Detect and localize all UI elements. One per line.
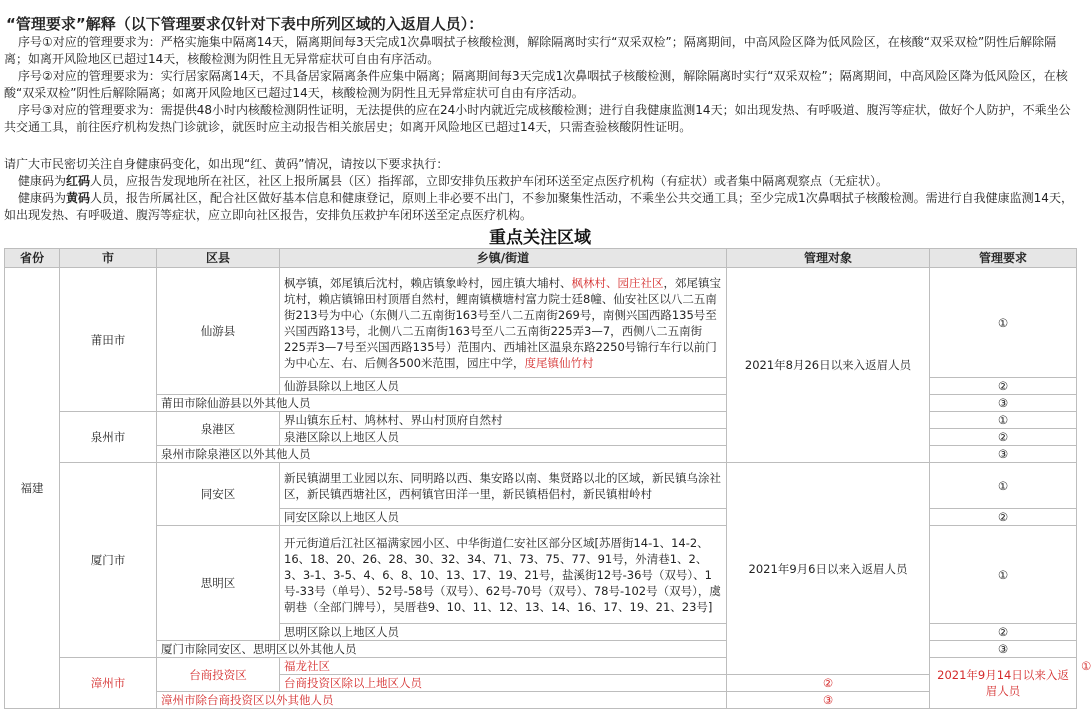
yellow-code-post: 人员，报告所属社区，配合社区做好基本信息和健康登记，原则上非必要不出门，不参加聚集性活动，不乘坐公共交通工具；至少完成1次鼻咽拭子核酸检测。需进行自我健康监测14天，如出现发热、有呼吸道、腹泻等症状，应立即向社区报告，安排负压救护车闭环送至定点医疗机构。 <box>4 191 1073 222</box>
key-area-table <box>4 248 1091 709</box>
health-code-notes <box>4 156 1076 224</box>
table-header-row <box>5 249 1077 268</box>
county-cell: 泉港区 <box>157 412 280 446</box>
note-requirement-3: 序号③对应的管理要求为：需提供48小时内核酸检测阴性证明，无法提供的应在24小时内就近完成核酸检测；进行自我健康监测14天；如出现发热、有呼吸道、腹泻等症状，做好个人防护，不乘坐公共交通工具，前往医疗机构发热门诊就诊，就医时应主动报告相关旅居史；如离开风险地区已超过14天，只需查验核酸阴性证明。 <box>4 103 1071 134</box>
town-cell <box>280 268 727 378</box>
town-text-highlight: 枫林村、园庄社区 <box>571 275 664 290</box>
city-cell: 厦门市 <box>60 463 157 658</box>
requirement-cell: ① <box>930 463 1077 509</box>
table-title: 重点关注区域 <box>489 228 591 248</box>
yellow-code-word: 黄码 <box>66 191 91 205</box>
target-cell: 2021年8月26日以来入返眉人员 <box>727 268 930 463</box>
county-cell: 台商投资区 <box>157 658 280 692</box>
header-city: 市 <box>60 249 157 268</box>
table-row <box>5 463 1077 509</box>
header-target: 管理对象 <box>727 249 930 268</box>
requirement-cell: ② <box>930 624 1077 641</box>
town-cell: 同安区除以上地区人员 <box>280 509 727 526</box>
requirement-cell: ① <box>930 526 1077 624</box>
town-cell: 新民镇湖里工业园以东、同明路以西、集安路以南、集贤路以北的区域，新民镇乌涂社区，新民镇西塘社区，西柯镇官田洋一里，新民镇梧侣村，新民镇柑岭村 <box>280 463 727 509</box>
town-cell: 莆田市除仙游县以外其他人员 <box>157 395 727 412</box>
town-text-highlight: 度尾镇仙竹村 <box>524 355 594 370</box>
red-code-note <box>4 173 1076 190</box>
town-cell: 仙游县除以上地区人员 <box>280 378 727 395</box>
town-cell: 泉州市除泉港区以外其他人员 <box>157 446 727 463</box>
header-requirement: 管理要求 <box>930 249 1077 268</box>
requirement-cell: ② <box>930 378 1077 395</box>
town-cell: 福龙社区 <box>280 658 727 675</box>
city-cell: 泉州市 <box>60 412 157 463</box>
town-cell: 思明区除以上地区人员 <box>280 624 727 641</box>
requirement-cell: ③ <box>930 446 1077 463</box>
town-cell: 泉港区除以上地区人员 <box>280 429 727 446</box>
town-cell: 界山镇东丘村、鸠林村、界山村顶府自然村 <box>280 412 727 429</box>
table-row: 漳州市 台商投资区 福龙社区 2021年9月14日以来入返眉人员 ① <box>5 658 1077 675</box>
red-code-post: 人员，应报告发现地所在社区，社区上报所属县（区）指挥部，立即安排负压救护车闭环送至定点医疗机构（有症状）或者集中隔离观察点（无症状）。 <box>90 174 889 188</box>
management-notes <box>4 14 1076 136</box>
county-cell: 同安区 <box>157 463 280 526</box>
province-cell: 福建 <box>5 268 60 709</box>
target-cell: 2021年9月14日以来入返眉人员 <box>930 658 1077 709</box>
table-row <box>5 692 1077 709</box>
note-requirement-2: 序号②对应的管理要求为：实行居家隔离14天，不具备居家隔离条件应集中隔离；隔离期间每3天完成1次鼻咽拭子核酸检测，解除隔离时实行“双采双检”；隔离期间，中高风险区降为低风险区，在核酸“双采双检”阴性后解除隔离；如离开风险地区已超过14天，核酸检测为阴性且无异常症状可自由有序活动。 <box>4 69 1068 100</box>
county-cell: 思明区 <box>157 526 280 641</box>
health-code-intro: 请广大市民密切关注自身健康码变化，如出现“红、黄码”情况，请按以下要求执行： <box>4 157 449 171</box>
target-cell: 2021年9月6日以来入返眉人员 <box>727 463 930 675</box>
yellow-code-note <box>4 190 1076 224</box>
requirement-cell: ③ <box>930 395 1077 412</box>
town-cell: 厦门市除同安区、思明区以外其他人员 <box>157 641 727 658</box>
notes-heading: “管理要求”解释（以下管理要求仅针对下表中所列区域的入返眉人员）： <box>6 15 484 33</box>
town-text: ，郊尾镇宝坑村，赖店镇锦田村顶厝自然村，鲤南镇横塘村富力院士廷8幢、仙安社区以八二五南街213号为中心（东侧八二五南街163号至八二五南街269号，南侧兴国西路135号至兴国西路13号，北侧八二五南街163号至八二五南街225弄3—7，西侧八二五南街225弄3—7号至兴国西路135号）范围内、西埔社区温泉东路2250号锦行车行以前门为中心左、右、后侧各500米范围，园庄中学， <box>284 275 721 370</box>
red-code-pre: 健康码为 <box>18 174 67 188</box>
header-county: 区县 <box>157 249 280 268</box>
city-cell: 漳州市 <box>60 658 157 709</box>
red-code-word: 红码 <box>66 174 91 188</box>
town-cell: 开元街道后江社区福满家园小区、中华街道仁安社区部分区域[苏厝街14-1、14-2、16、18、20、26、28、30、32、34、71、73、75、77、91号，外清巷1、2、3、3-1、3-5、4、6、8、10、13、17、19、21号，盐溪街12号-36号（双号）、1号-33号（单号）、52号-58号（双号）、62号-70号（双号）、78号-102号（双号），虞朝巷（全部门牌号），吴厝巷9、10、11、12、13、14、16、17、19、21、23号] <box>280 526 727 624</box>
table-row <box>5 268 1077 378</box>
requirement-cell: ① <box>930 268 1077 378</box>
town-cell: 台商投资区除以上地区人员 <box>280 675 727 692</box>
header-town: 乡镇/街道 <box>280 249 727 268</box>
town-text: 枫亭镇，郊尾镇后沈村，赖店镇象岭村，园庄镇大埔村、 <box>284 275 572 290</box>
city-cell: 莆田市 <box>60 268 157 412</box>
header-province: 省份 <box>5 249 60 268</box>
requirement-cell: ③ <box>727 692 930 709</box>
requirement-cell: ② <box>727 675 930 692</box>
requirement-cell: ③ <box>930 641 1077 658</box>
requirement-cell: ② <box>930 429 1077 446</box>
note-requirement-1: 序号①对应的管理要求为：严格实施集中隔离14天，隔离期间每3天完成1次鼻咽拭子核酸检测，解除隔离时实行“双采双检”；隔离期间，中高风险区降为低风险区，在核酸“双采双检”阴性后解除隔离；如离开风险地区已超过14天，核酸检测为阴性且无异常症状可自由有序活动。 <box>4 35 1057 66</box>
requirement-cell: ② <box>930 509 1077 526</box>
county-cell: 仙游县 <box>157 268 280 395</box>
town-cell: 漳州市除台商投资区以外其他人员 <box>157 692 727 709</box>
requirement-cell: ① <box>930 412 1077 429</box>
yellow-code-pre: 健康码为 <box>18 191 67 205</box>
